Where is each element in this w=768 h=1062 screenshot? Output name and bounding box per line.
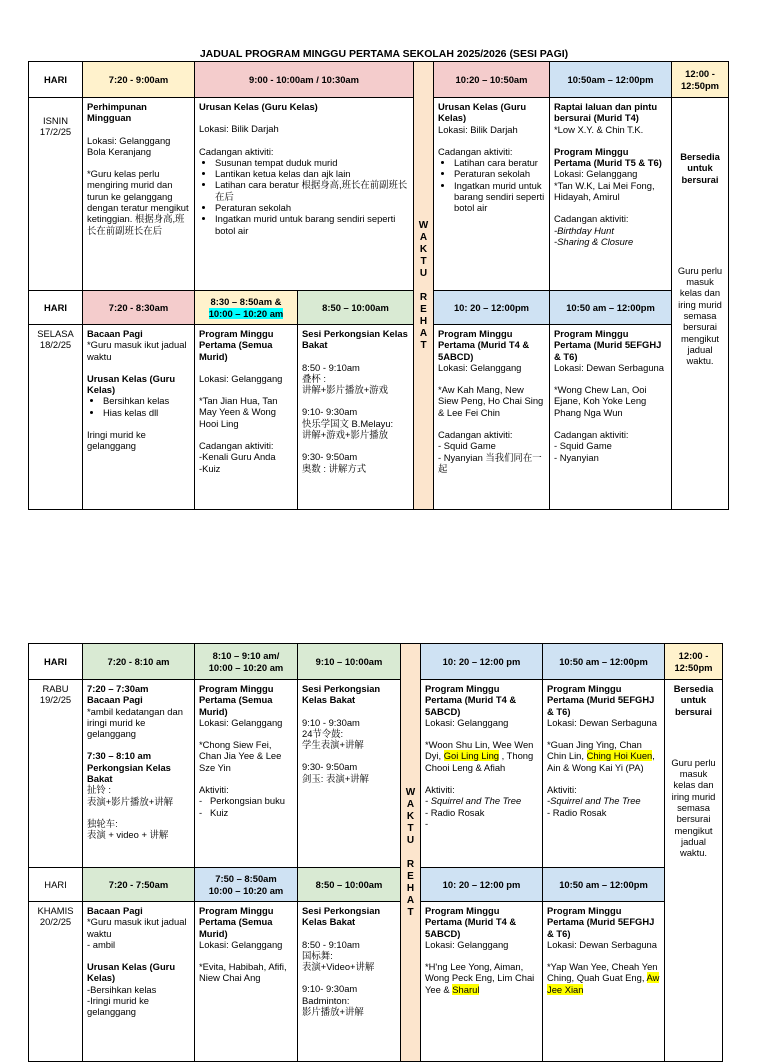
day-cell: KHAMIS 20/2/25 [29,902,83,1062]
slot-header: 7:20 - 9:00am [83,62,195,98]
rehat-column: W A K T U R E H A T [401,644,421,1062]
dismissal-cell: Bersedia untuk bersurai Guru perlu masuk kelas dan iring murid semasa bersurai mengikut jadual waktu. [672,98,729,510]
activity-cell: Program Minggu Pertama (Murid T4 & 5ABCD) Lokasi: Gelanggang *Woon Shu Lin, Wee Wen Dyi, Goi Ling Ling , Thong Chooi Leng & Afiah Aktiviti: - Squirrel and The Tree - Radio Rosak - [421,680,543,868]
activity-cell: Sesi Perkongsian Kelas Bakat 8:50 - 9:10am 国标舞: 表演+Video+讲解 9:10- 9:30am Badminton: 影片播放+讲解 [298,902,401,1062]
slot-header: 10: 20 – 12:00pm [434,291,550,325]
activity-cell: Bacaan Pagi *Guru masuk ikut jadual waktu Urusan Kelas (Guru Kelas) • Bersihkan kelas • Hias kelas dll Iringi murid ke gelanggang [83,325,195,510]
activity-cell: Program Minggu Pertama (Murid 5EFGHJ & T6) Lokasi: Dewan Serbaguna *Yap Wan Yee, Cheah Yen Ching, Quah Guat Eng, Aw Jee Xian [543,902,665,1062]
schedule-table-week1 [28,61,729,510]
activity-cell: Bacaan Pagi *Guru masuk ikut jadual waktu - ambil Urusan Kelas (Guru Kelas) -Bersihkan kelas -Iringi murid ke gelanggang [83,902,195,1062]
header-row-2 [29,291,729,325]
slot-header: 9:10 – 10:00am [298,644,401,680]
activity-cell: Urusan Kelas (Guru Kelas) Lokasi: Bilik Darjah Cadangan aktiviti: • Latihan cara beratur • Peraturan sekolah • Ingatkan murid untuk barang sendiri seperti botol air [434,98,550,291]
activity-cell: Sesi Perkongsian Kelas Bakat 8:50 - 9:10am 叠杯 : 讲解+影片播放+游戏 9:10- 9:30am 快乐学国文 B.Melayu: 讲解+游戏+影片播放 9:30- 9:50am 奥数 : 讲解方式 [298,325,414,510]
row-selasa [29,325,729,510]
slot-header: 8:50 – 10:00am [298,291,414,325]
header-row-1 [29,62,729,98]
row-isnin [29,98,729,291]
header-row-4 [29,868,723,902]
slot-header: 8:50 – 10:00am [298,868,401,902]
slot-header: 12:00 - 12:50pm [665,644,723,680]
slot-header: 10:50 am – 12:00pm [550,291,672,325]
slot-header: 8:10 – 9:10 am/ 10:00 – 10:20 am [195,644,298,680]
schedule-table-week1-part2 [28,643,723,1062]
rehat-column: W A K T U R E H A T [414,62,434,510]
activity-cell: Urusan Kelas (Guru Kelas) Lokasi: Bilik Darjah Cadangan aktiviti: • Susunan tempat duduk murid • Lantikan ketua kelas dan ajk lain • Latihan cara beratur 根据身高,班长在前副班长在后 • Peraturan sekolah • Ingatkan murid untuk barang sendiri seperti botol air [195,98,414,291]
activity-cell: Sesi Perkongsian Kelas Bakat 9:10 - 9:30am 24节令鼓: 学生表演+讲解 9:30- 9:50am 剑玉: 表演+讲解 [298,680,401,868]
slot-header: 8:30 – 8:50am & 10:00 – 10:20 am [195,291,298,325]
dismissal-cell: Bersedia untuk bersurai Guru perlu masuk kelas dan iring murid semasa bersurai mengikut jadual waktu. [665,680,723,1062]
slot-header: 7:20 - 8:10 am [83,644,195,680]
slot-header: 10:50am – 12:00pm [550,62,672,98]
activity-cell: 7:20 – 7:30am Bacaan Pagi *ambil kedatangan dan iringi murid ke gelanggang 7:30 – 8:10 am Perkongsian Kelas Bakat 扯铃 : 表演+影片播放+讲解 独轮车: 表演 + video + 讲解 [83,680,195,868]
slot-header: 10:50 am – 12:00pm [543,868,665,902]
document-title: JADUAL PROGRAM MINGGU PERTAMA SEKOLAH 2025/2026 (SESI PAGI) [199,48,569,60]
row-rabu [29,680,723,868]
slot-header: 10:50 am – 12:00pm [543,644,665,680]
slot-header: 9:00 - 10:00am / 10:30am [195,62,414,98]
activity-cell: Perhimpunan Mingguan Lokasi: Gelanggang Bola Keranjang *Guru kelas perlu mengiring murid dan turun ke gelanggang dengan teratur mengikut ketinggian. 根据身高,班长在前副班长在后 [83,98,195,291]
activity-cell: Raptai laluan dan pintu bersurai (Murid T4) *Low X.Y. & Chin T.K. Program Minggu Pertama (Murid T5 & T6) Lokasi: Gelanggang *Tan W.K, Lai Mei Fong, Hidayah, Amirul Cadangan aktiviti: -Birthday Hunt -Sharing & Closure [550,98,672,291]
activity-cell: Program Minggu Pertama (Murid T4 & 5ABCD) Lokasi: Gelanggang *Aw Kah Mang, New Siew Peng, Ho Chai Sing & Lee Fei Chin Cadangan aktiviti: - Squid Game - Nyanyian 当我们同在一起 [434,325,550,510]
slot-header: 10:20 – 10:50am [434,62,550,98]
slot-header: 7:50 – 8:50am 10:00 – 10:20 am [195,868,298,902]
header-row-3 [29,644,723,680]
highlighted-name: Sharul [452,983,480,995]
day-cell: SELASA 18/2/25 [29,325,83,510]
activity-cell: Program Minggu Pertama (Semua Murid) Lokasi: Gelanggang *Chong Siew Fei, Chan Jia Yee & Lee Sze Yin Aktiviti: - Perkongsian buku - Kuiz [195,680,298,868]
hari-header: HARI [29,291,83,325]
row-khamis [29,902,723,1062]
hari-header: HARI [29,644,83,680]
slot-header: 10: 20 – 12:00 pm [421,868,543,902]
day-cell: RABU 19/2/25 [29,680,83,868]
activity-cell: Program Minggu Pertama (Murid 5EFGHJ & T6) Lokasi: Dewan Serbaguna *Wong Chew Lan, Ooi Ejane, Koh Yoke Leng Phang Nga Wun Cadangan aktiviti: - Squid Game - Nyanyian [550,325,672,510]
activity-cell: Program Minggu Pertama (Murid 5EFGHJ & T6) Lokasi: Dewan Serbaguna *Guan Jing Ying, Chan Chin Lin, Ching Hoi Kuen, Ain & Wong Kai Yi (PA) Aktiviti: -Squirrel and The Tree - Radio Rosak [543,680,665,868]
activity-cell: Program Minggu Pertama (Semua Murid) Lokasi: Gelanggang *Evita, Habibah, Afifi, Niew Chai Ang [195,902,298,1062]
day-cell: ISNIN 17/2/25 [29,98,83,291]
slot-header: 10: 20 – 12:00 pm [421,644,543,680]
slot-header: 7:20 - 7:50am [83,868,195,902]
slot-header: 12:00 - 12:50pm [672,62,729,98]
highlighted-name: Goi Ling Ling [443,750,499,762]
activity-cell: Program Minggu Pertama (Semua Murid) Lokasi: Gelanggang *Tan Jian Hua, Tan May Yeen & Wong Hooi Ling Cadangan aktiviti: -Kenali Guru Anda -Kuiz [195,325,298,510]
highlighted-name: Ching Hoi Kuen [586,750,653,762]
hari-header: HARI [29,62,83,98]
hari-header: HARI [29,868,83,902]
highlighted-name: Aw Jee Xian [547,972,660,995]
activity-cell: Program Minggu Pertama (Murid T4 & 5ABCD) Lokasi: Gelanggang *H'ng Lee Yong, Aiman, Wong Peck Eng, Lim Chai Yee & Sharul [421,902,543,1062]
slot-header: 7:20 - 8:30am [83,291,195,325]
